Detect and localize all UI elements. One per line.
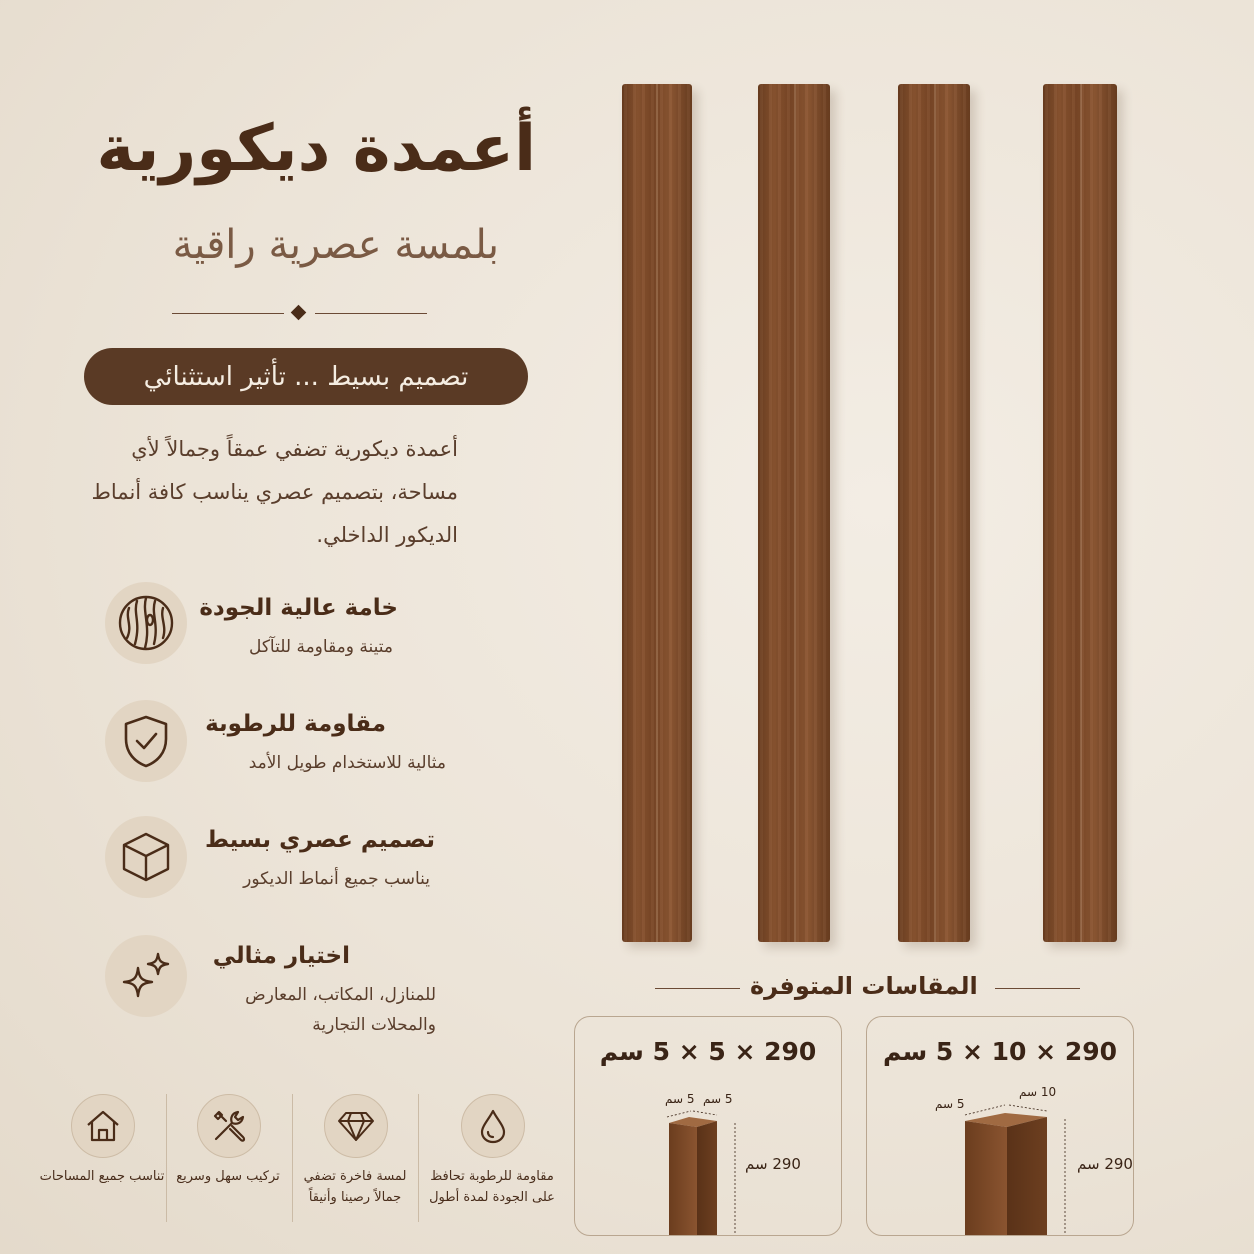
water-drop-icon: [461, 1094, 525, 1158]
house-icon: [71, 1094, 135, 1158]
size-card-title: 290 × 10 × 5 سم: [882, 1037, 1117, 1066]
depth-label: 5 سم: [935, 1097, 965, 1111]
bottom-feature-text: تركيب سهل وسريع: [176, 1169, 280, 1184]
bottom-feature-text: لمسة فاخرة تضفي جمالاً رصينا وأنيقاً: [303, 1169, 407, 1205]
separator: [292, 1094, 293, 1222]
wooden-pillar: [758, 84, 830, 942]
cube-icon: [105, 816, 187, 898]
diamond-icon: [324, 1094, 388, 1158]
bottom-feature-text: تناسب جميع المساحات: [39, 1169, 165, 1184]
feature-subtitle: للمنازل، المكاتب، المعارض والمحلات التجارية: [245, 985, 436, 1035]
heading-line-left: [655, 988, 740, 989]
separator: [166, 1094, 167, 1222]
sizes-heading: المقاسات المتوفرة: [750, 972, 978, 1000]
size-card-title: 290 × 5 × 5 سم: [599, 1037, 817, 1066]
width-label: 5 سم: [703, 1092, 733, 1106]
bottom-feature-text: مقاومة للرطوبة تحافظ على الجودة لمدة أطول: [429, 1169, 555, 1205]
wooden-pillar: [622, 84, 692, 942]
feature-title: اختيار مثالي: [212, 943, 350, 969]
height-label: 290 سم: [745, 1155, 801, 1173]
sparkles-icon: [105, 935, 187, 1017]
size-card-5x5: [574, 1016, 842, 1236]
wood-grain-icon: [105, 582, 187, 664]
size-card-10x5: [866, 1016, 1134, 1236]
feature-title: مقاومة للرطوبة: [205, 711, 386, 737]
description-text: أعمدة ديكورية تضفي عمقاً وجمالاً لأي مساحة، بتصميم عصري يناسب كافة أنماط الديكور الداخلي.: [91, 437, 458, 547]
tools-icon: [197, 1094, 261, 1158]
depth-label: 5 سم: [665, 1092, 695, 1106]
feature-subtitle: مثالية للاستخدام طويل الأمد: [248, 753, 446, 773]
page-title: أعمدة ديكورية: [96, 112, 536, 186]
heading-line-right: [995, 988, 1080, 989]
feature-subtitle: يناسب جميع أنماط الديكور: [243, 869, 430, 889]
wooden-pillar: [1043, 84, 1117, 942]
feature-subtitle: متينة ومقاومة للتآكل: [248, 637, 393, 657]
tagline-badge: تصميم بسيط ... تأثير استثنائي: [84, 348, 528, 405]
page-subtitle: بلمسة عصرية راقية: [172, 222, 499, 268]
wooden-pillar: [898, 84, 970, 942]
width-label: 10 سم: [1019, 1085, 1057, 1099]
ornament-divider: [172, 313, 427, 315]
feature-title: تصميم عصري بسيط: [205, 827, 435, 853]
feature-title: خامة عالية الجودة: [199, 595, 398, 621]
height-label: 290 سم: [1077, 1155, 1133, 1173]
pillar-diagram: [929, 1095, 1079, 1235]
shield-check-icon: [105, 700, 187, 782]
